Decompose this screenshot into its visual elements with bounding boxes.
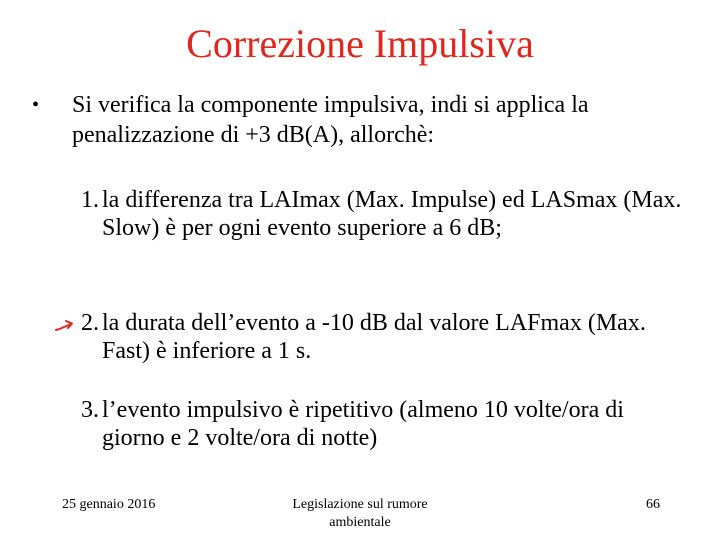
slide-title: Correzione Impulsiva	[186, 21, 534, 66]
list-item-number: 2.	[81, 310, 99, 336]
list-item-number: 1.	[81, 187, 99, 213]
list-item-text: l’evento impulsivo è ripetitivo (almeno 10 volte/ora di giorno e 2 volte/ora di notte)	[102, 397, 624, 451]
list-item-text: la differenza tra LAImax (Max. Impulse) ed LASmax (Max. Slow) è per ogni evento superiore a 6 dB;	[102, 187, 682, 241]
bullet-marker: •	[32, 94, 40, 116]
list-item-1	[81, 186, 691, 242]
footer-date: 25 gennaio 2016	[62, 497, 156, 512]
list-item-text: la durata dell’evento a -10 dB dal valore LAFmax (Max. Fast) è inferiore a 1 s.	[102, 310, 646, 364]
bullet-text: Si verifica la componente impulsiva, indi si applica la penalizzazione di +3 dB(A), allorchè:	[72, 92, 589, 148]
list-item-2	[81, 309, 691, 365]
list-item-3	[81, 396, 691, 452]
list-item-number: 3.	[81, 397, 99, 423]
page-number: 66	[646, 497, 660, 512]
footer-title: Legislazione sul rumore ambientale	[292, 497, 428, 530]
arrow-right-icon	[54, 318, 76, 334]
bullet-point	[32, 90, 692, 150]
